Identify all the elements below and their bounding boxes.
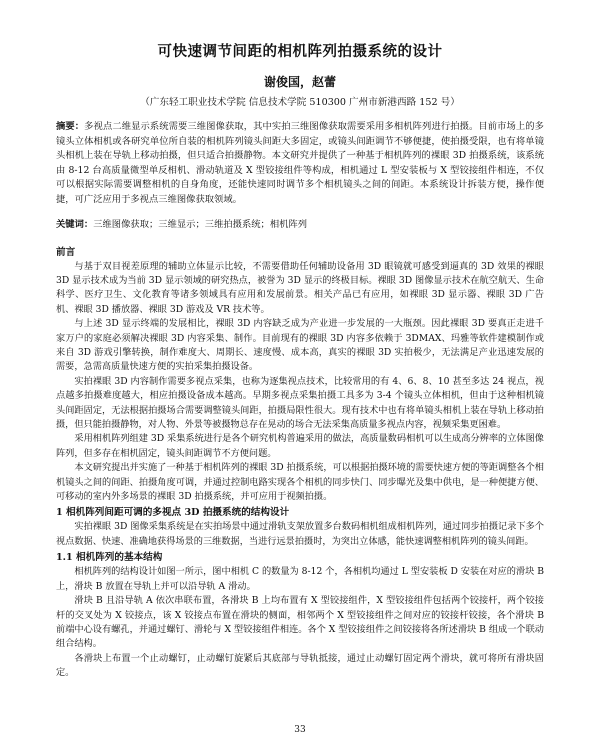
abstract-text: 多视点二维显示系统需要三维图像获取，其中实拍三维图像获取需要采用多相机阵列进行拍摄。目前市场上的多镜头立体相机或各研究单位所自装的相机阵列镜头间距大多固定，或镜头间距调节不够便捷，使拍摄受限，也有将单镜头相机上装在导轨上移动拍摄，但只适合拍摄静物。本文研究并提供了一种基于相机阵列的裸眼 3D 拍摄系统，该系统由 8-12 台高质量微型单反相机、滑动轨道及 X 型铰接组件等构成，相机通过 L 型安装板与 X 型铰接组件相连，不仅可以根据实际需要调整相机的自身角度，还能快速同时调节多个相机镜头之间的间距。本系统设计拆装方便，操作便捷，可广泛应用于多视点三维图像获取领域。 (56, 121, 544, 205)
subsection-paragraph: 各滑块上布置一个止动螺钉，止动螺钉旋紧后其底部与导轨抵接，通过止动螺钉固定两个滑块，就可将所有滑块固定。 (56, 652, 544, 679)
abstract-label: 摘要： (56, 121, 85, 132)
paper-authors: 谢俊国，赵蕾 (263, 75, 336, 89)
body-paragraph: 本文研究提出并实施了一种基于相机阵列的裸眼 3D 拍摄系统，可以根据拍摄环境的需要快速方便的等距调整各个相机镜头之间的间距、拍摄角度可调，并通过控制电路实现各个相机的同步快门、同步曝光及集中供电，是一种便捷方便、可移动的室内外多场景的裸眼 3D 拍摄系统，并可应用于视频拍摄。 (56, 462, 544, 503)
paper-title: 可快速调节间距的相机阵列拍摄系统的设计 (157, 43, 443, 60)
preface-heading: 前言 (56, 246, 76, 258)
body-paragraph: 与上述 3D 显示终端的发展相比，裸眼 3D 内容缺乏成为产业进一步发展的一大瓶颈。因此裸眼 3D 要真正走进千家万户的家庭必须解决裸眼 3D 内容采集、制作。目前现有的裸眼 3D 内容多依赖于 3DMAX、玛雅等软件建模制作或来自 3D 游戏引擎转换，制作难度大、周期长、速度慢、成本高，真实的裸眼 3D 实拍极少，无法满足产业迅速发展的需要，急需高质量快速方便的实拍采集拍摄设备。 (56, 318, 544, 373)
paper-page (0, 40, 600, 735)
body-paragraph: 与基于双目视差原理的辅助立体显示比较，不需要借助任何辅助设备用 3D 眼镜就可感受到逼真的 3D 效果的裸眼 3D 显示技术成为当前 3D 显示领域的研究热点，被誉为 3D 显示的终极目标。裸眼 3D 图像显示技术在航空航天、生命科学、医疗卫生、文化教育等诸多领域具有应用和发展前景。相关产品已有应用，如裸眼 3D 显示器、裸眼 3D 广告机、裸眼 3D 播放器、裸眼 3D 游戏及 VR 技术等。 (56, 260, 544, 315)
page-number: 33 (294, 725, 306, 735)
paper-affiliation: （广东轻工职业技术学院 信息技术学院 510300 广州市新港西路 152 号） (140, 97, 460, 108)
body-paragraph: 采用相机阵列组建 3D 采集系统进行是各个研究机构普遍采用的做法，高质量数码相机可以生成高分辨率的立体图像阵列，但多存在相机固定，镜头间距调节不方便问题。 (56, 433, 544, 459)
section-paragraph: 实拍裸眼 3D 图像采集系统是在实拍场景中通过滑轨支架放置多台数码相机组成相机阵列，通过同步拍摄记录下多个视点数据、快速、准确地获得场景的三维数据，当进行远景拍摄时，为突出立体感，能快速调整相机阵列的镜头间距。 (56, 521, 544, 547)
abstract-block (56, 120, 544, 208)
subsection-paragraph: 滑块 B 且沿导轨 A 依次串联布置，各滑块 B 上均布置有 X 型铰接组件，X 型铰接组件包括两个铰接杆，两个铰接杆的交叉处为 X 铰接点，该 X 铰接点布置在滑块的侧面，相邻两个 X 型铰接组件之间对应的铰接杆铰接，各个滑块 B 前端中心设有螺孔，并通过螺钉、滑轮与 X 型铰接组件相连。各个 X 型铰接组件之间铰接将各所述滑块 B 组成一个联动组合结构。 (56, 595, 544, 650)
keywords-block (56, 218, 544, 232)
section-heading: 1 相机阵列间距可调的多视点 3D 拍摄系统的结构设计 (56, 507, 290, 519)
keywords-text: 三维图像获取；三维显示；三维拍摄系统；相机阵列 (93, 218, 308, 230)
subsection-paragraph: 相机阵列的结构设计如图一所示，图中相机 C 的数量为 8-12 个，各相机均通过 L 型安装板 D 安装在对应的滑块 B 上，滑块 B 放置在导轨上并可以沿导轨 A 滑动。 (56, 566, 544, 592)
subsection-heading: 1.1 相机阵列的基本结构 (56, 552, 163, 564)
keywords-label: 关键词： (56, 218, 94, 230)
body-paragraph: 实拍裸眼 3D 内容制作需要多视点采集，也称为逐集视点技术，比较常用的有 4、6、8、10 甚至多达 24 视点，视点越多拍摄难度越大，相应拍摄设备成本越高。早期多视点采集拍摄工具多为 3-4 个镜头立体相机，但由于这种相机镜头间距固定，无法根据拍摄场合需要调整镜头间距，拍摄局限性很大。现有技术中也有将单镜头相机上装在导轨上移动拍摄，但只能拍摄静物，对人物、外景等被摄物总存在晃动的场合无法采集高质量多视点内容，视频采集更困难。 (56, 375, 544, 431)
